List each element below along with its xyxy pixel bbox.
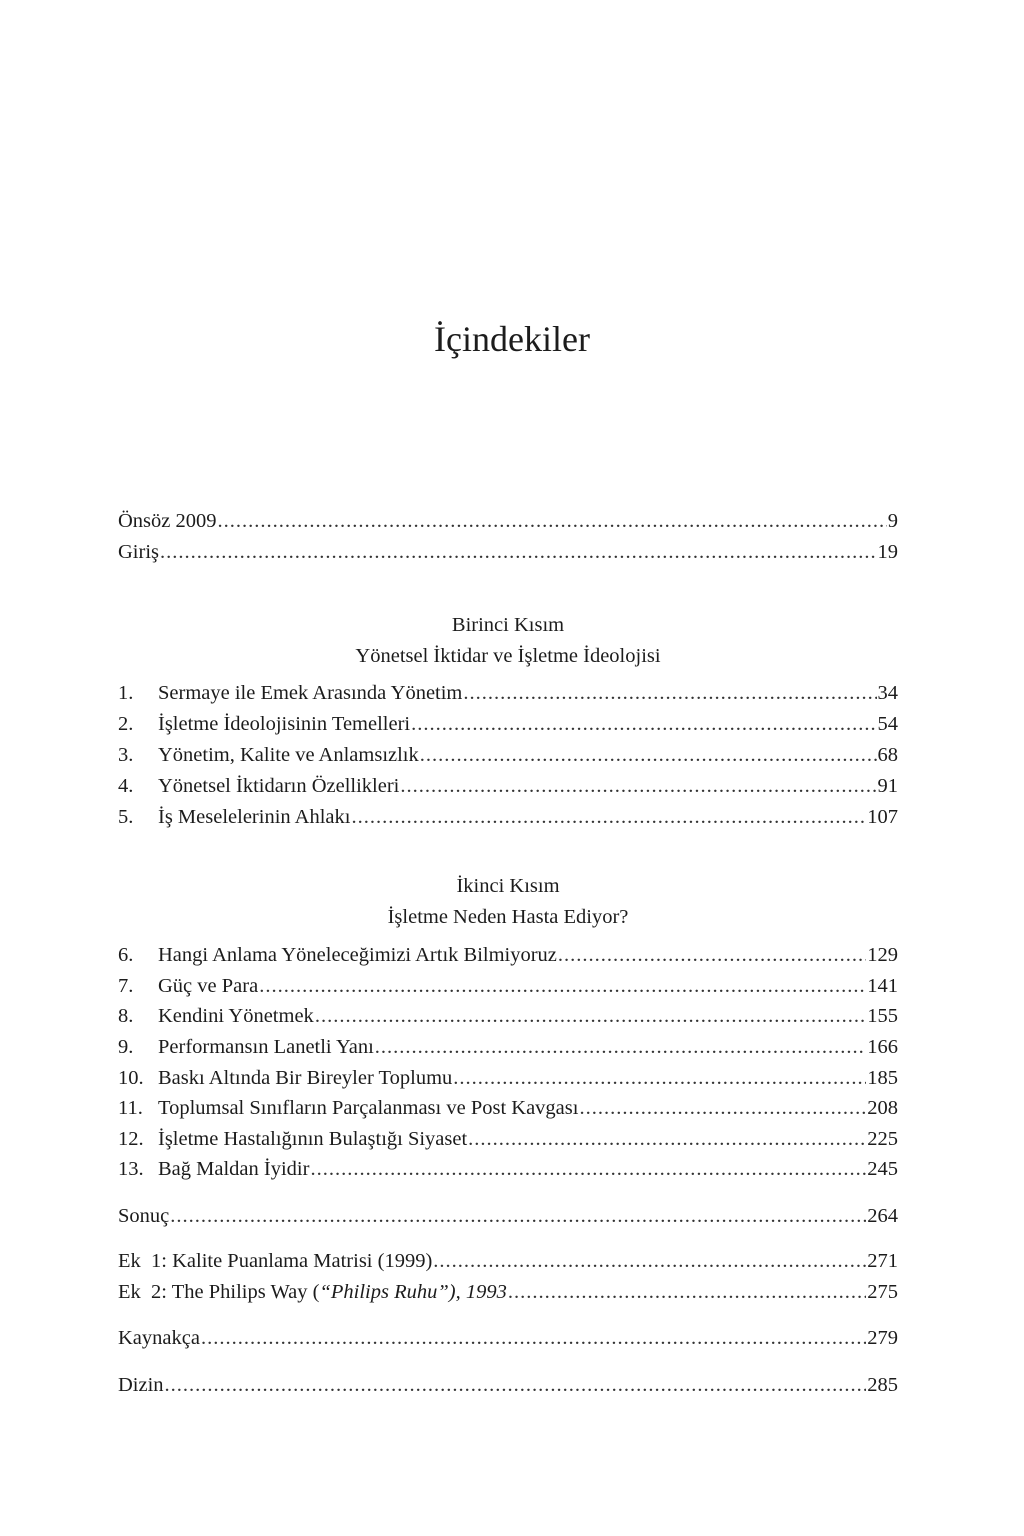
entry-page: 245 [867, 1158, 898, 1180]
dot-leader [463, 682, 876, 705]
entry-label [118, 1250, 432, 1273]
dot-leader [170, 1205, 866, 1228]
entry-page: 9 [887, 510, 898, 532]
dot-leader [351, 806, 866, 829]
dot-leader [508, 1281, 866, 1304]
entry-label: Yönetsel İktidarın Özellikleri [158, 775, 400, 797]
toc-entry-chapter[interactable] [118, 1036, 898, 1064]
dot-leader [411, 713, 876, 736]
chapter-number: 5. [118, 806, 134, 828]
toc-entry-chapter[interactable] [118, 1158, 898, 1186]
toc-entry-chapter[interactable] [118, 1005, 898, 1033]
entry-page: 91 [877, 775, 898, 797]
part2-heading: İkinci Kısım [456, 875, 560, 897]
entry-page: 34 [877, 682, 898, 704]
appendix-prefix: Ek 1: [118, 1250, 173, 1272]
dot-leader [201, 1327, 866, 1350]
entry-page: 54 [877, 713, 898, 735]
dot-leader [579, 1097, 866, 1120]
chapter-number: 8. [118, 1005, 134, 1027]
chapter-number: 7. [118, 975, 134, 997]
appendix-prefix: Ek 2: [118, 1281, 172, 1303]
appendix-title: The Philips Way ( [171, 1281, 320, 1303]
chapter-number: 3. [118, 744, 134, 766]
chapter-number: 4. [118, 775, 134, 797]
entry-page: 271 [867, 1250, 898, 1272]
entry-label: Baskı Altında Bir Bireyler Toplumu [158, 1067, 453, 1089]
entry-page: 275 [867, 1281, 898, 1303]
dot-leader [433, 1250, 866, 1273]
dot-leader [400, 775, 876, 798]
entry-label: Kaynakça [118, 1327, 200, 1349]
entry-label: Kendini Yönetmek [158, 1005, 314, 1027]
page-title: İçindekiler [434, 319, 590, 359]
toc-entry-bibliography[interactable] [118, 1327, 898, 1355]
chapter-number: 2. [118, 713, 134, 735]
entry-label: İş Meselelerinin Ahlakı [158, 806, 351, 828]
entry-label: Sonuç [118, 1205, 170, 1227]
chapter-number: 11. [118, 1097, 143, 1119]
toc-entry-chapter[interactable] [118, 1097, 898, 1125]
toc-entry-index[interactable] [118, 1374, 898, 1402]
dot-leader [375, 1036, 866, 1059]
toc-entry-appendix[interactable] [118, 1250, 898, 1278]
entry-label: Hangi Anlama Yöneleceğimizi Artık Bilmiyoruz [158, 944, 557, 966]
toc-entry-chapter[interactable] [118, 713, 898, 741]
entry-label: Bağ Maldan İyidir [158, 1158, 310, 1180]
dot-leader [218, 510, 887, 533]
toc-entry-preface[interactable] [118, 510, 898, 538]
chapter-number: 6. [118, 944, 134, 966]
toc-entry-chapter[interactable] [118, 682, 898, 710]
entry-label: Önsöz 2009 [118, 510, 217, 532]
dot-leader [259, 975, 866, 998]
entry-page: 285 [867, 1374, 898, 1396]
dot-leader [558, 944, 866, 967]
dot-leader [310, 1158, 866, 1181]
entry-label: Sermaye ile Emek Arasında Yönetim [158, 682, 463, 704]
entry-label: Giriş [118, 541, 159, 563]
toc-entry-chapter[interactable] [118, 1067, 898, 1095]
part1-heading: Birinci Kısım [451, 614, 565, 636]
part1-subtitle: Yönetsel İktidar ve İşletme İdeolojisi [355, 645, 661, 667]
chapter-number: 13. [118, 1158, 144, 1180]
entry-page: 166 [867, 1036, 898, 1058]
appendix-title-italic: “Philips Ruhu”), 1993 [319, 1281, 507, 1303]
entry-label: Performansın Lanetli Yanı [158, 1036, 374, 1058]
dot-leader [468, 1128, 866, 1151]
appendix-title: Kalite Puanlama Matrisi (1999) [172, 1250, 433, 1272]
toc-entry-chapter[interactable] [118, 944, 898, 972]
dot-leader [315, 1005, 866, 1028]
toc-entry-chapter[interactable] [118, 744, 898, 772]
entry-page: 19 [877, 541, 898, 563]
chapter-number: 9. [118, 1036, 134, 1058]
toc-entry-chapter[interactable] [118, 975, 898, 1003]
toc-entry-appendix[interactable] [118, 1281, 898, 1309]
chapter-number: 12. [118, 1128, 144, 1150]
dot-leader [165, 1374, 867, 1397]
entry-label: Toplumsal Sınıfların Parçalanması ve Post Kavgası [158, 1097, 579, 1119]
entry-page: 225 [867, 1128, 898, 1150]
entry-label [118, 1281, 507, 1304]
entry-label: İşletme Hastalığının Bulaştığı Siyaset [158, 1128, 468, 1150]
entry-page: 185 [867, 1067, 898, 1089]
entry-page: 208 [867, 1097, 898, 1119]
entry-page: 107 [867, 806, 898, 828]
entry-label: Yönetim, Kalite ve Anlamsızlık [158, 744, 419, 766]
entry-page: 141 [867, 975, 898, 997]
toc-entry-chapter[interactable] [118, 806, 898, 834]
dot-leader [420, 744, 877, 767]
entry-label: İşletme İdeolojisinin Temelleri [158, 713, 411, 735]
entry-label: Dizin [118, 1374, 164, 1396]
part2-subtitle: İşletme Neden Hasta Ediyor? [387, 906, 629, 928]
entry-page: 68 [877, 744, 898, 766]
dot-leader [453, 1067, 866, 1090]
entry-page: 264 [867, 1205, 898, 1227]
toc-entry-conclusion[interactable] [118, 1205, 898, 1233]
toc-entry-introduction[interactable] [118, 541, 898, 569]
chapter-number: 1. [118, 682, 134, 704]
toc-entry-chapter[interactable] [118, 1128, 898, 1156]
entry-page: 279 [867, 1327, 898, 1349]
entry-label: Güç ve Para [158, 975, 259, 997]
entry-page: 155 [867, 1005, 898, 1027]
dot-leader [160, 541, 877, 564]
toc-entry-chapter[interactable] [118, 775, 898, 803]
chapter-number: 10. [118, 1067, 144, 1089]
entry-page: 129 [867, 944, 898, 966]
